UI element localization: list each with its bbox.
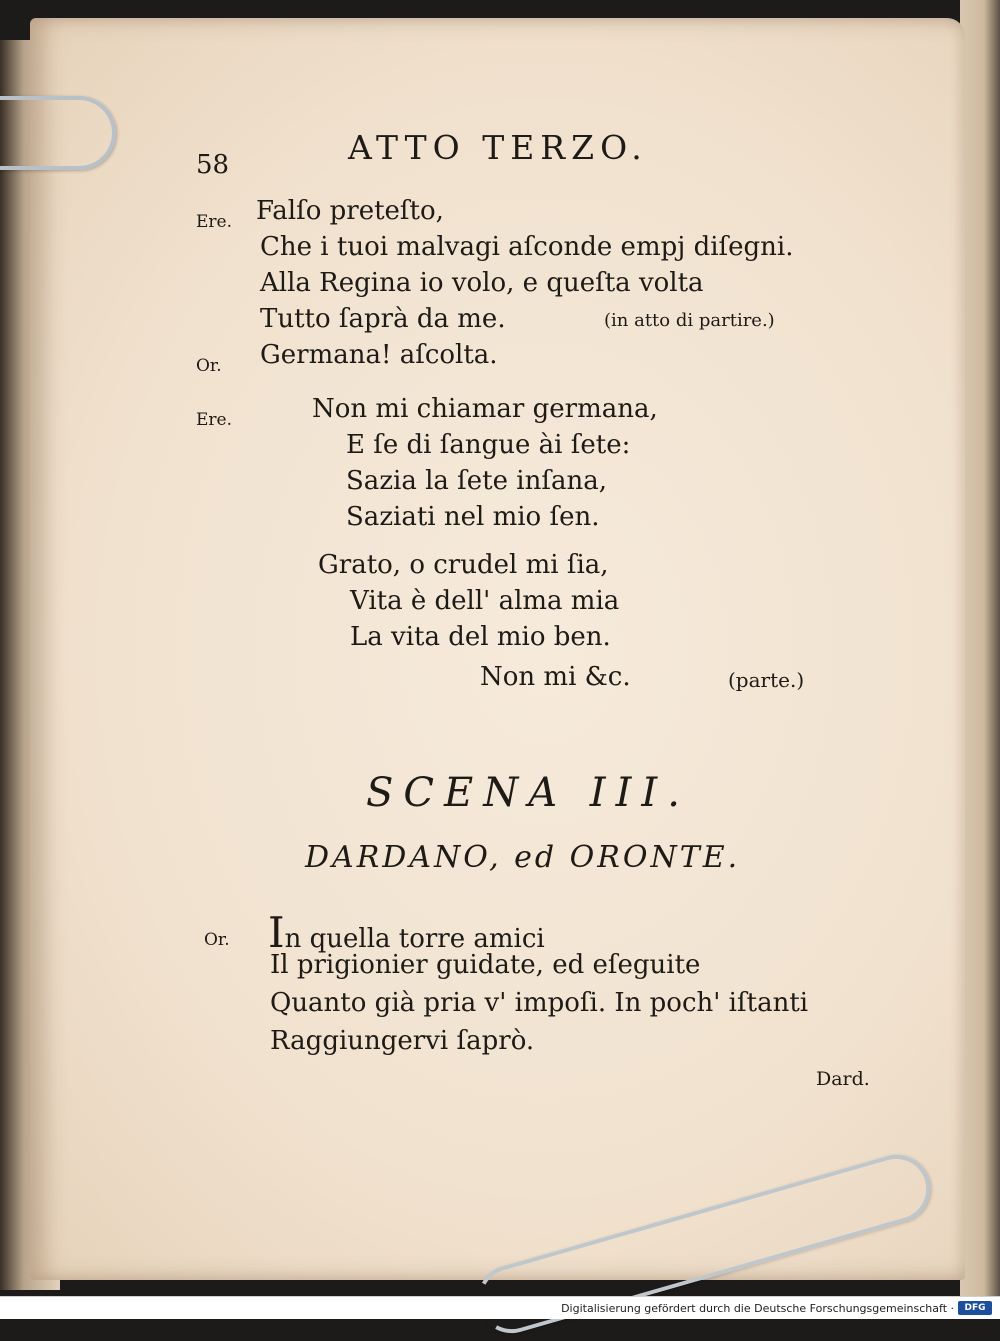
speaker-label: Ere.	[196, 410, 233, 430]
stage-direction-exit: (parte.)	[728, 668, 805, 692]
aria-da-capo: Non mi &c.	[480, 662, 631, 692]
scene-title: SCENA III.	[366, 770, 690, 816]
book-edge-right	[960, 0, 1000, 1300]
speaker-label: Or.	[196, 356, 222, 376]
aria-line: Vita è dell' alma mia	[350, 586, 620, 616]
aria-line: Non mi chiamar germana,	[312, 394, 658, 424]
drop-cap: I	[268, 908, 285, 957]
verse-line: Alla Regina io volo, e queſta volta	[260, 268, 704, 298]
footer-credit: Digitalisierung gefördert durch die Deutsche Forschungsgemeinschaft ·	[561, 1302, 954, 1315]
aria-line: Saziati nel mio ſen.	[346, 502, 600, 532]
page-header-title: ATTO TERZO.	[348, 128, 648, 167]
verse-line: Quanto già pria v' impoſi. In poch' iſtanti	[270, 988, 809, 1018]
scene-characters: DARDANO, ed ORONTE.	[305, 840, 741, 875]
verse-line: n quella torre amici	[284, 924, 545, 954]
speaker-label: Or.	[204, 930, 230, 950]
verse-line: Il prigionier guidate, ed eſeguite	[270, 950, 701, 980]
verse-line: Tutto ſaprà da me.	[260, 304, 506, 334]
dfg-logo-icon: DFG	[958, 1301, 992, 1315]
verse-line: Raggiungervi ſaprò.	[270, 1026, 535, 1056]
aria-line: E ſe di ſangue ài ſete:	[346, 430, 631, 460]
stage-direction: (in atto di partire.)	[604, 310, 775, 331]
verse-line: Falſo preteſto,	[256, 196, 444, 226]
catchword: Dard.	[816, 1068, 870, 1090]
aria-line: Sazia la ſete inſana,	[346, 466, 607, 496]
speaker-label: Ere.	[196, 212, 233, 232]
aria-line: Grato, o crudel mi ſia,	[318, 550, 609, 580]
verse-line: Germana! aſcolta.	[260, 340, 498, 370]
verse-line: Che i tuoi malvagi aſconde empj diſegni.	[260, 232, 794, 262]
aria-line: La vita del mio ben.	[350, 622, 611, 652]
page-number: 58	[196, 150, 230, 180]
paper-clip-top-icon	[0, 96, 116, 170]
